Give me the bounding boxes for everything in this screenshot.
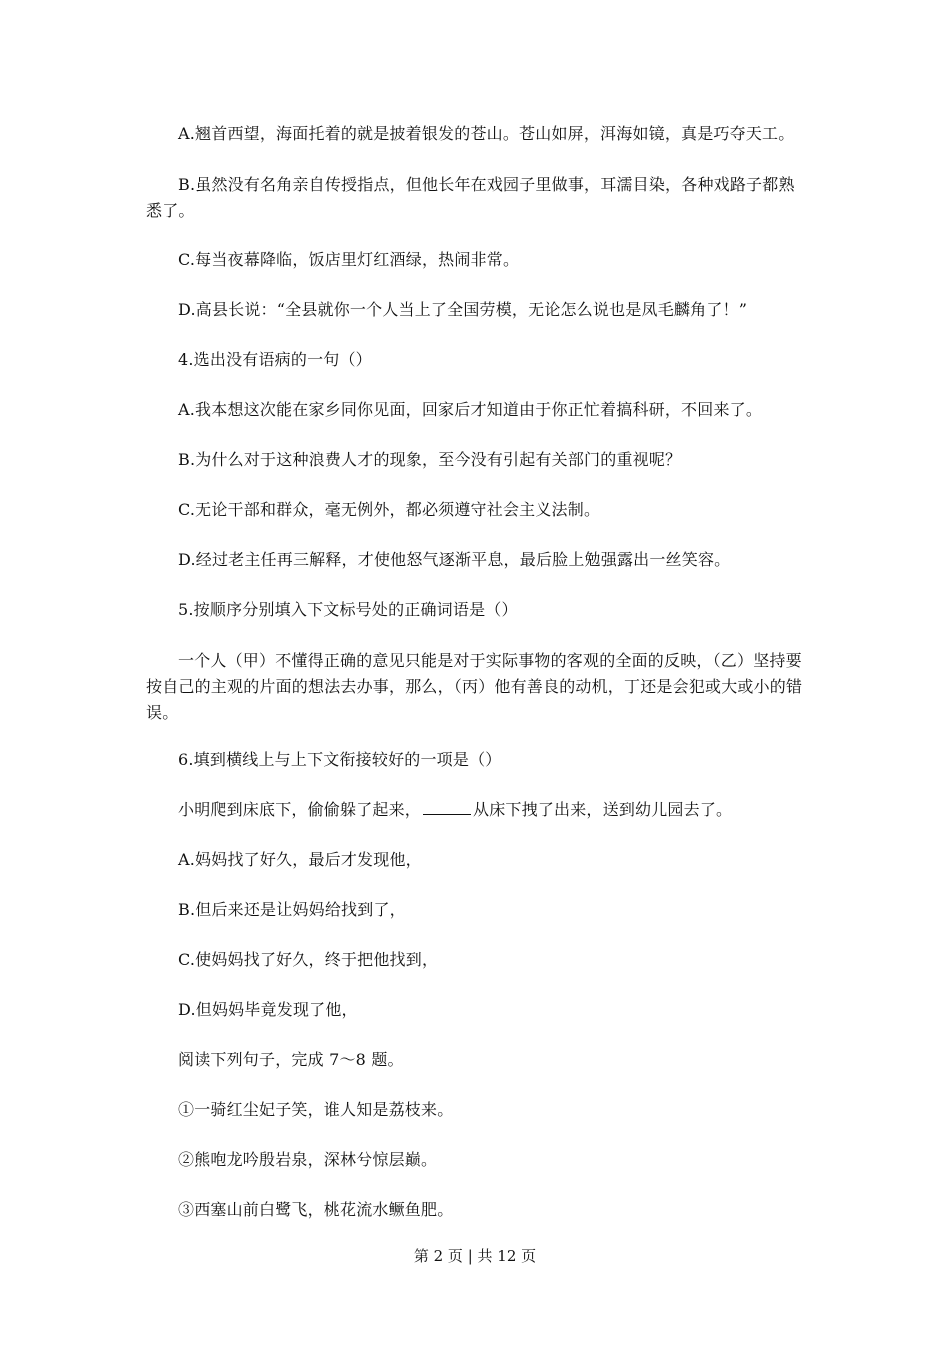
q3-option-d: D.高县长说：“全县就你一个人当上了全国劳模，无论怎么说也是凤毛麟角了！”: [178, 300, 748, 319]
q3-option-a: A.翘首西望，海面托着的就是披着银发的苍山。苍山如屏，洱海如镜，真是巧夺天工。: [178, 124, 795, 143]
q3-option-b: B.虽然没有名角亲自传授指点，但他长年在戏园子里做事，耳濡目染，各种戏路子都熟悉了。: [146, 175, 795, 220]
sentence-2: ②熊咆龙吟殷岩泉，深林兮惊层巅。: [178, 1150, 438, 1169]
q6-passage: [178, 798, 732, 822]
q4-option-d: D.经过老主任再三解释，才使他怒气逐渐平息，最后脸上勉强露出一丝笑容。: [178, 550, 731, 569]
q3-option-c: C.每当夜幕降临，饭店里灯红酒绿，热闹非常。: [178, 250, 520, 269]
q6-passage-after: 从床下拽了出来，送到幼儿园去了。: [473, 800, 733, 819]
q4-option-a: A.我本想这次能在家乡同你见面，回家后才知道由于你正忙着搞科研，不回来了。: [178, 400, 763, 419]
q4-option-b: B.为什么对于这种浪费人才的现象，至今没有引起有关部门的重视呢？: [178, 450, 682, 469]
page-footer: 第 2 页 | 共 12 页: [413, 1247, 537, 1265]
q6-option-c: C.使妈妈找了好久，终于把他找到，: [178, 950, 439, 969]
q5-passage: 一个人（甲）不懂得正确的意见只能是对于实际事物的客观的全面的反映，（乙）坚持要按自己的主观的片面的想法去办事，那么，（丙）他有善良的动机，丁还是会犯或大或小的错误。: [146, 651, 803, 722]
reading-instruction: 阅读下列句子，完成 7～8 题。: [178, 1050, 404, 1069]
q6-option-a: A.妈妈找了好久，最后才发现他，: [178, 850, 422, 869]
fill-blank: [423, 798, 471, 815]
question-5: 5.按顺序分别填入下文标号处的正确词语是（）: [178, 600, 518, 619]
q6-option-b: B.但后来还是让妈妈给找到了，: [178, 900, 406, 919]
q4-option-c: C.无论干部和群众，毫无例外，都必须遵守社会主义法制。: [178, 500, 601, 519]
question-4: 4.选出没有语病的一句（）: [178, 350, 372, 369]
q6-passage-before: 小明爬到床底下，偷偷躲了起来，: [178, 800, 422, 819]
sentence-1: ①一骑红尘妃子笑，谁人知是荔枝来。: [178, 1100, 454, 1119]
sentence-3: ③西塞山前白鹭飞，桃花流水鳜鱼肥。: [178, 1200, 454, 1219]
q6-option-d: D.但妈妈毕竟发现了他，: [178, 1000, 358, 1019]
question-6: 6.填到横线上与上下文衔接较好的一项是（）: [178, 750, 502, 769]
